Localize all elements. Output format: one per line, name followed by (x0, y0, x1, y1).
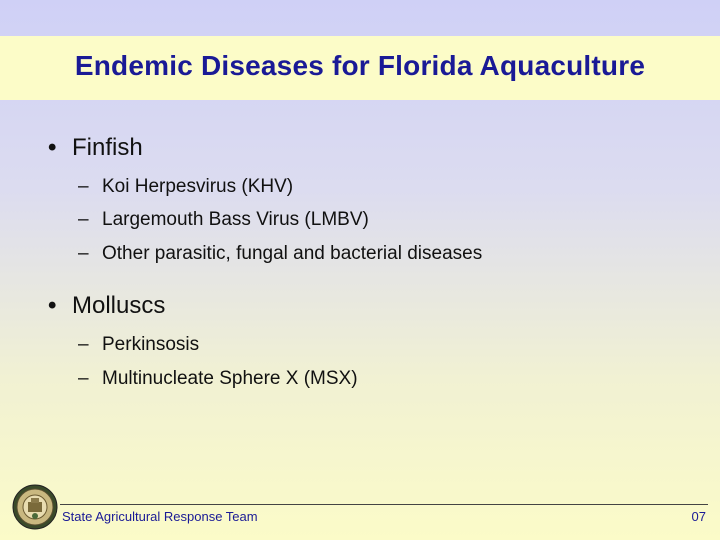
sub-dash: – (78, 243, 89, 264)
sub-dash: – (78, 176, 89, 197)
sub-item (78, 334, 199, 356)
slide-title: Endemic Diseases for Florida Aquaculture (74, 50, 646, 81)
bullet-finfish (48, 134, 143, 162)
sub-item (78, 368, 358, 390)
sub-item-text: Koi Herpesvirus (KHV) (102, 176, 294, 197)
bullet-molluscs (48, 292, 165, 320)
sub-item-text: Other parasitic, fungal and bacterial diseases (102, 243, 483, 264)
sub-dash: – (78, 209, 89, 230)
footer-divider (60, 504, 708, 505)
page-number: 07 (691, 509, 706, 524)
bullet-label: Finfish (72, 134, 143, 161)
sub-item-text: Largemouth Bass Virus (LMBV) (102, 209, 369, 230)
bullet-dot: • (48, 134, 57, 161)
sub-dash: – (78, 368, 89, 389)
florida-state-seal-icon (12, 484, 58, 530)
footer-org: State Agricultural Response Team (62, 509, 258, 524)
sub-item-text: Multinucleate Sphere X (MSX) (102, 368, 358, 389)
sub-dash: – (78, 334, 89, 355)
sub-item-text: Perkinsosis (102, 334, 200, 355)
sub-item (78, 209, 369, 231)
bullet-dot: • (48, 292, 57, 319)
bullet-label: Molluscs (72, 292, 166, 319)
sub-item (78, 176, 293, 198)
sub-item (78, 243, 482, 265)
